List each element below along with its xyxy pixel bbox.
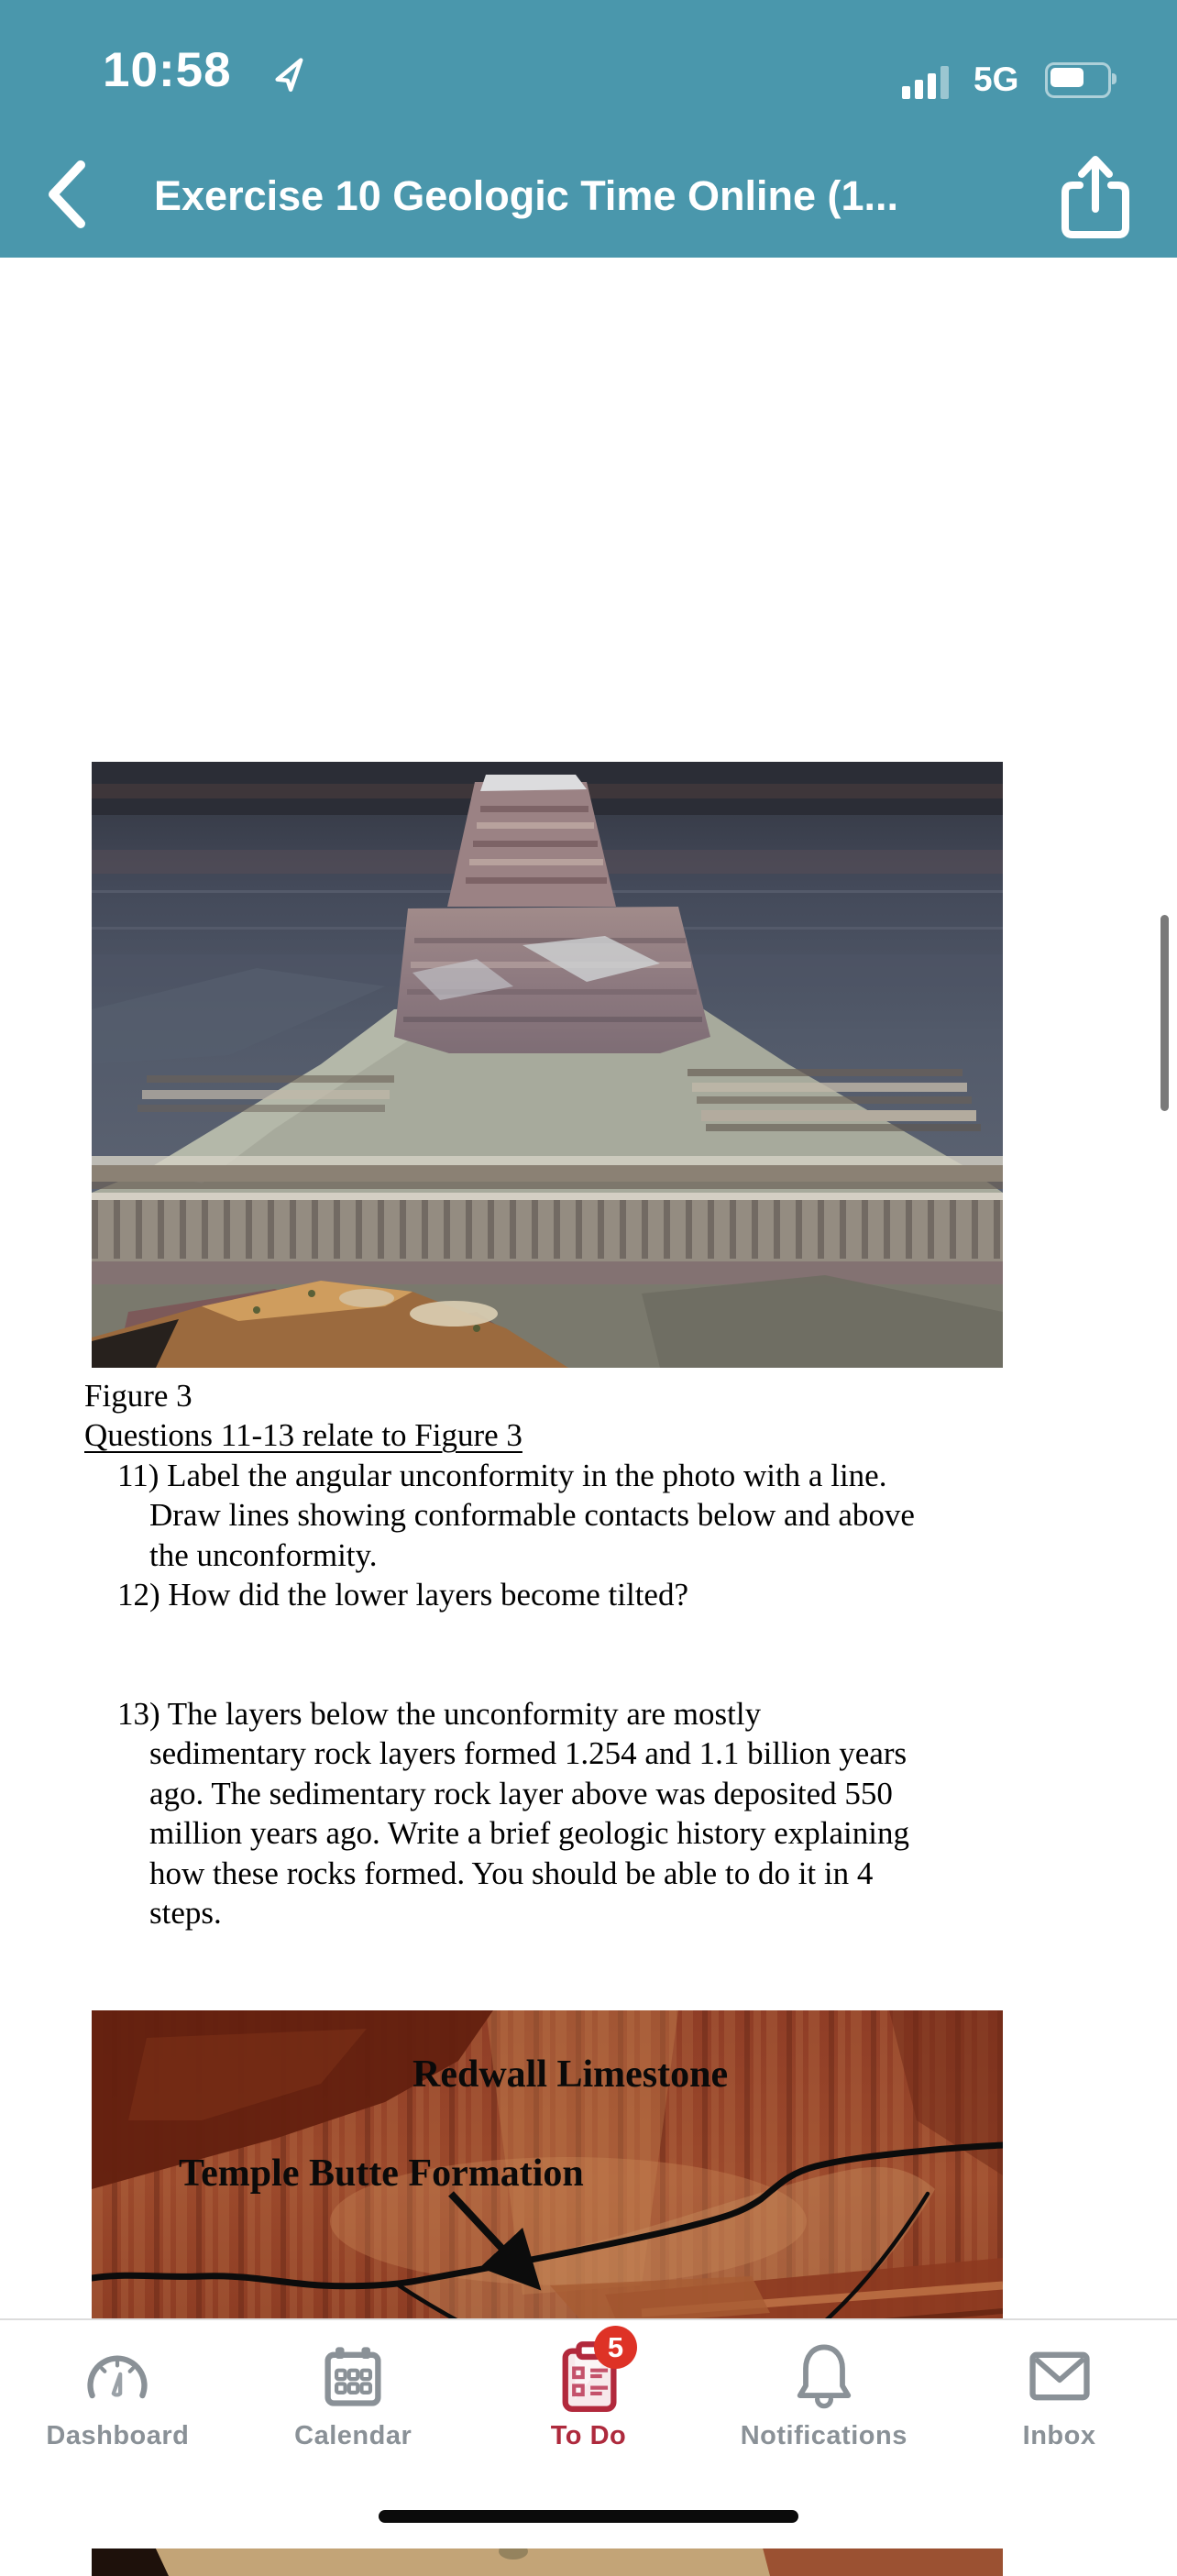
cellular-signal-icon — [902, 61, 966, 101]
tab-inbox[interactable] — [941, 2320, 1177, 2548]
q11-line2: Draw lines showing conformable contacts below and above — [149, 1497, 915, 1533]
figure3-photo — [92, 762, 1003, 1368]
q13-line1: 13) The layers below the unconformity are mostly — [117, 1696, 762, 1732]
q11-line3: the unconformity. — [149, 1537, 378, 1573]
bell-icon — [787, 2339, 861, 2413]
location-arrow-icon — [271, 55, 308, 92]
todo-badge: 5 — [594, 2326, 637, 2369]
q13-line3: ago. The sedimentary rock layer above was deposited 550 — [149, 1776, 893, 1811]
page-title: Exercise 10 Geologic Time Online (1... — [154, 172, 898, 219]
share-icon — [1065, 160, 1126, 235]
figure3-caption: Figure 3 — [84, 1378, 192, 1414]
tab-calendar-label: Calendar — [294, 2421, 412, 2450]
battery-icon — [1045, 62, 1111, 98]
home-indicator[interactable] — [379, 2510, 798, 2523]
q13-line5: how these rocks formed. You should be able to do it in 4 — [149, 1855, 874, 1891]
back-button[interactable] — [37, 158, 101, 231]
q13-line6: steps. — [149, 1895, 222, 1931]
tab-todo-label: To Do — [550, 2421, 627, 2450]
label-temple-butte-formation: Temple Butte Formation — [179, 2152, 584, 2195]
q11-line1: 11) Label the angular unconformity in the photo with a line. — [117, 1458, 887, 1493]
questions-heading: Questions 11-13 relate to Figure 3 — [84, 1417, 522, 1453]
label-redwall-limestone: Redwall Limestone — [412, 2053, 729, 2096]
tab-notifications-label: Notifications — [740, 2421, 908, 2450]
gauge-icon — [81, 2339, 154, 2413]
app-header — [0, 0, 1177, 258]
share-button[interactable] — [1052, 152, 1144, 244]
tab-dashboard[interactable] — [0, 2320, 236, 2548]
tab-inbox-label: Inbox — [1022, 2421, 1096, 2450]
status-time: 10:58 — [103, 43, 232, 97]
envelope-icon — [1023, 2339, 1096, 2413]
calendar-icon — [316, 2339, 390, 2413]
q12-line1: 12) How did the lower layers become tilted? — [117, 1577, 688, 1613]
q13-line4: million years ago. Write a brief geologic history explaining — [149, 1815, 909, 1851]
tab-dashboard-label: Dashboard — [46, 2421, 190, 2450]
network-type-label: 5G — [974, 61, 1019, 98]
pdf-document-view[interactable] — [0, 258, 1177, 2318]
scrollbar-thumb[interactable] — [1160, 915, 1169, 1111]
q13-line2: sedimentary rock layers formed 1.254 and 1.1 billion years — [149, 1735, 908, 1771]
